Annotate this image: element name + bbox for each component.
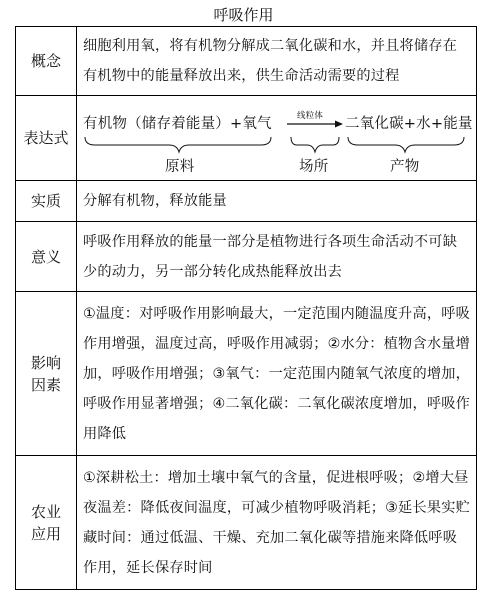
- page-title: 呼吸作用: [213, 6, 274, 24]
- arrow-label: 线粒体: [297, 110, 324, 121]
- expression-diagram: [83, 99, 473, 178]
- row-content-essence: 分解有机物，释放能量: [77, 181, 477, 222]
- row-label-agriculture-line2: 应用: [30, 524, 61, 543]
- expression-products: 二氧化碳+水+能量: [345, 115, 473, 132]
- table-row-agriculture: [16, 456, 477, 590]
- site-brace-icon: [291, 137, 339, 152]
- brace-label-site: 场所: [299, 158, 329, 175]
- row-content-significance: 呼吸作用释放的能量一部分是植物进行各项生命活动不可缺少的动力，另一部分转化成热能释放出去: [77, 222, 477, 292]
- row-label-agriculture: [16, 456, 77, 590]
- expression-svg: [83, 99, 473, 178]
- row-label-expression: 表达式: [16, 96, 77, 181]
- row-label-agriculture-line1: 农业: [30, 502, 61, 521]
- expression-reactants: 有机物（储存着能量）+氧气: [83, 115, 272, 132]
- row-label-significance: 意义: [16, 222, 77, 292]
- reactants-brace-icon: [85, 137, 271, 152]
- respiration-table: [15, 26, 477, 590]
- row-content-agriculture: ①深耕松土：增加土壤中氧气的含量，促进根呼吸；②增大昼夜温差：降低夜间温度，可减少植物呼吸消耗；③延长果实贮藏时间：通过低温、干燥、充加二氧化碳等措施来降低呼吸作用，延长保存时间: [77, 456, 477, 590]
- row-label-factors: [16, 292, 77, 456]
- row-content-concept: 细胞利用氧，将有机物分解成二氧化碳和水，并且将储存在有机物中的能量释放出来，供生命活动需要的过程: [77, 27, 477, 96]
- table-row-expression: [16, 96, 477, 181]
- row-label-factors-line1: 影响: [30, 353, 61, 372]
- arrow-head-icon: [335, 120, 343, 127]
- table-row-factors: [16, 292, 477, 456]
- row-label-concept: 概念: [16, 27, 77, 96]
- brace-label-reactants: 原料: [165, 158, 195, 175]
- table-row-essence: [16, 181, 477, 222]
- row-content-expression: [77, 96, 477, 181]
- row-content-factors: ①温度：对呼吸作用影响最大，一定范围内随温度升高，呼吸作用增强，温度过高，呼吸作用减弱；②水分：植物含水量增加，呼吸作用增强；③氧气：一定范围内随氧气浓度的增加，呼吸作用显著增强；④二氧化碳：二氧化碳浓度增加，呼吸作用降低: [77, 292, 477, 456]
- table-row-concept: [16, 27, 477, 96]
- table-row-significance: [16, 222, 477, 292]
- brace-label-products: 产物: [390, 158, 420, 175]
- row-label-factors-line2: 因素: [30, 375, 61, 394]
- row-label-essence: 实质: [16, 181, 77, 222]
- products-brace-icon: [348, 137, 464, 152]
